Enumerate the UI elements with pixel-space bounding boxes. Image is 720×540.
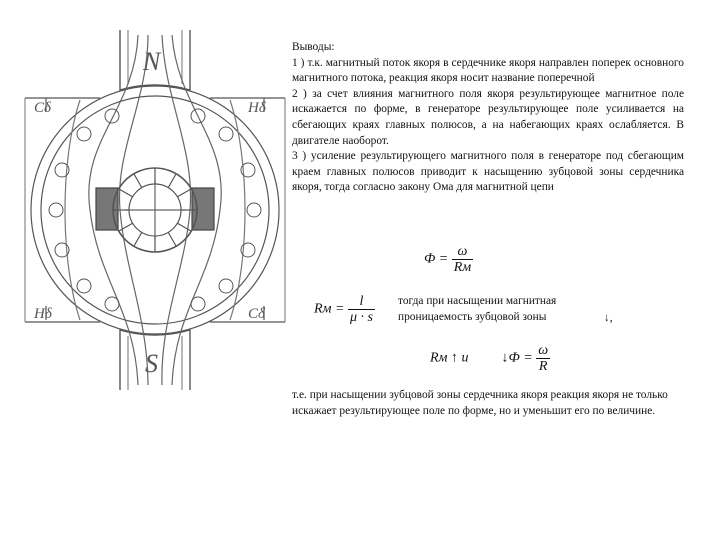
armature-reaction-diagram (20, 20, 290, 400)
conclusion-3: 3 ) усиление результирующего магнитного поля в генераторе под сбегающим краем главных полюсов приводит к насыщению зубцовой зоны сердечника якоря, тогда согласно закону Ома для магнитной цепи (292, 150, 684, 194)
label-bottom-left: Нδ (34, 306, 52, 322)
saturation-text: тогда при насыщении магнитная проницаемость зубцовой зоны (398, 295, 557, 323)
final-conclusion: т.е. при насыщении зубцовой зоны сердечника якоря реакция якоря не только искажает результирующее поле по форме, но и уменьшит его по величине. (292, 389, 668, 417)
conclusion-1: 1 ) т.к. магнитный поток якоря в сердечнике якоря направлен поперек основного магнитного потока, реакция якоря носит название поперечной (292, 56, 684, 85)
saturation-arrow: ↓, (604, 312, 613, 324)
label-bottom-right: Сδ (248, 306, 265, 322)
formula-reluctance: Rм = $\frac{l}{\mu \cdot s}$ (314, 294, 373, 325)
pole-north-label: N (143, 47, 161, 76)
formula-result: Rм ↑ и ↓Ф = $\frac{\omega}{R}$ (430, 343, 549, 374)
conclusion-2: 2 ) за счет влияния магнитного поля якоря результирующее магнитное поле искажается по форме, в генераторе результирующее поле усиливается на сбегающих краях главных полюсов, а на набегающих краях ослабляется. В двигателе наоборот. (292, 87, 684, 147)
formula-flux: Ф = $\frac{\omega}{Rм}$ (424, 244, 472, 275)
pole-south-label: S (145, 349, 158, 378)
label-top-right: Нδ (248, 100, 266, 116)
conclusions-text (292, 40, 684, 196)
label-top-left: Сδ (34, 100, 51, 116)
conclusions-heading: Выводы: (292, 41, 335, 53)
